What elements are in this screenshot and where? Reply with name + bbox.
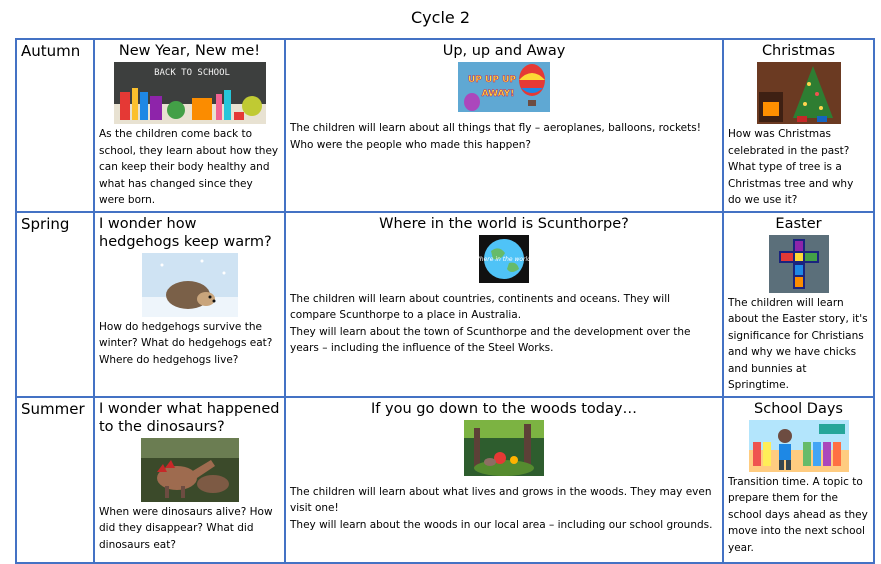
topic-heading: New Year, New me! — [118, 43, 261, 59]
topic-heading: School Days — [754, 400, 843, 417]
svg-text:UP UP UP: UP UP UP — [468, 75, 516, 85]
stained-glass-cross-image — [769, 235, 829, 293]
topic-heading: Where in the world is Scunthorpe? — [379, 215, 629, 232]
season-label: Summer — [16, 397, 94, 563]
table-row-summer — [16, 397, 874, 563]
topic-heading: I wonder how hedgehogs keep warm? — [99, 215, 272, 250]
topic-cell — [723, 397, 874, 563]
hedgehog-in-snow-image — [142, 253, 238, 317]
image-caption: Where in the world? — [473, 255, 535, 263]
page-title: Cycle 2 — [411, 8, 470, 27]
globe-image — [473, 235, 535, 283]
topic-cell — [285, 397, 723, 563]
topic-description-2: They will learn about the woods in our local area – including our school grounds. — [290, 518, 713, 531]
curriculum-table — [15, 38, 875, 564]
topic-heading: Easter — [775, 215, 822, 232]
season-label: Spring — [16, 212, 94, 397]
topic-cell — [285, 39, 723, 212]
topic-heading: Up, up and Away — [442, 43, 566, 59]
topic-cell — [285, 212, 723, 397]
topic-description: How do hedgehogs survive the winter? What do hedgehogs eat? Where do hedgehogs live? — [99, 320, 273, 366]
dinosaurs-image — [141, 438, 239, 502]
topic-cell — [94, 39, 285, 212]
topic-description: The children will learn about countries, continents and oceans. They will compare Scunthorpe to a place in Australia. — [290, 292, 671, 321]
svg-text:AWAY!: AWAY! — [481, 89, 515, 99]
topic-description: The children will learn about all things that fly – aeroplanes, balloons, rockets! Who were the people who made this happen? — [290, 122, 701, 151]
topic-heading: If you go down to the woods today… — [371, 400, 637, 417]
school-days-cartoon-image — [749, 420, 849, 472]
topic-cell — [723, 212, 874, 397]
hot-air-balloon-image — [458, 62, 550, 112]
topic-heading: Christmas — [761, 43, 836, 59]
topic-description: The children will learn about the Easter story, it's significance for Christians and why we have chicks and bunnies at Springtime. — [728, 296, 868, 391]
topic-description: The children will learn about what lives and grows in the woods. They may even visit one! — [290, 485, 712, 514]
image-caption: BACK TO SCHOOL — [153, 68, 230, 78]
topic-description: How was Christmas celebrated in the past? What type of tree is a Christmas tree and why do we use it? — [728, 128, 854, 206]
table-row-autumn — [16, 39, 874, 212]
topic-description: Transition time. A topic to prepare them for the school days ahead as they move into the next school year. — [728, 475, 868, 554]
topic-heading: I wonder what happened to the dinosaurs? — [99, 400, 280, 435]
topic-description: As the children come back to school, they learn about how they can keep their body healthy and what has changed since they were born. — [99, 128, 279, 206]
topic-description-2: They will learn about the town of Scunthorpe and the development over the years – including the influence of the Steel Works. — [290, 325, 691, 354]
woodland-image — [464, 420, 544, 476]
topic-cell — [723, 39, 874, 212]
christmas-tree-image — [757, 62, 841, 124]
back-to-school-image — [114, 62, 266, 124]
topic-cell — [94, 212, 285, 397]
season-label: Autumn — [16, 39, 94, 212]
table-row-spring — [16, 212, 874, 397]
topic-description: When were dinosaurs alive? How did they disappear? What did dinosaurs eat? — [99, 505, 273, 551]
topic-cell — [94, 397, 285, 563]
